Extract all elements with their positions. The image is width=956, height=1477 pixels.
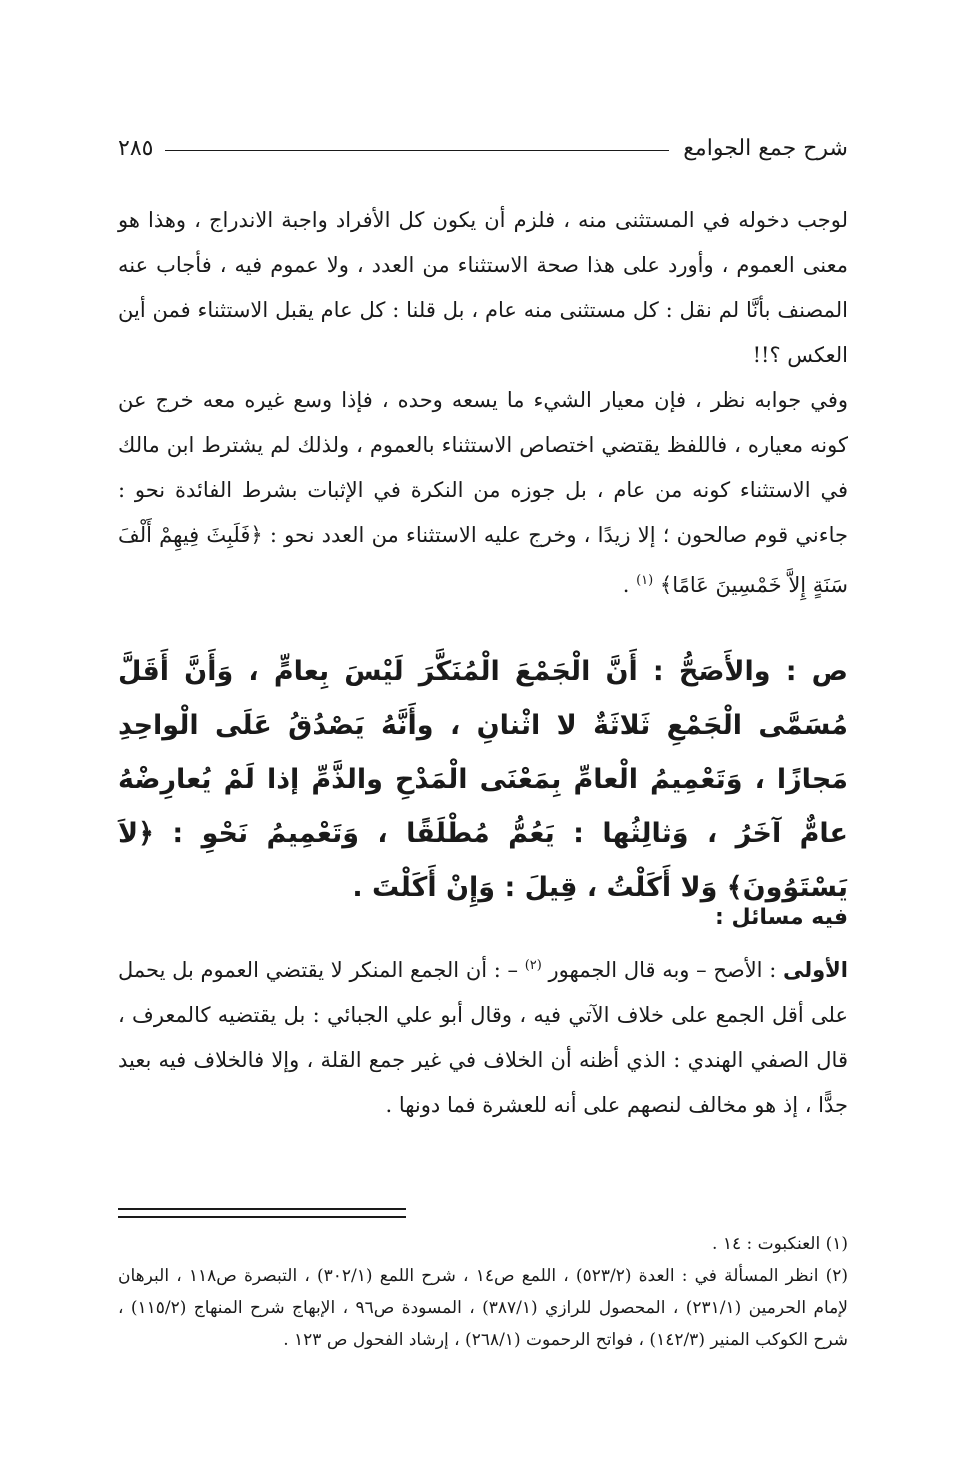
- page-number: ٢٨٥: [118, 135, 154, 161]
- footnote-1: (١) العنكبوت : ١٤ .: [712, 1234, 848, 1254]
- paragraph-3: [118, 943, 848, 1128]
- paragraph-3-lead: الأولى: [782, 958, 848, 982]
- footnote-2: (٢) انظر المسألة في : العدة (٥٢٣/٢) ، اللمع ص١٤ ، شرح اللمع (٣٠٢/١) ، التبصرة ص١١٨ ، البرهان لإمام الحرمين (٢٣١/١) ، المحصول للرازي (٣٨٧/١) ، المسودة ص٩٦ ، الإبهاج شرح المنهاج (١١٥/٢) ، شرح الكوكب المنير (١٤٢/٣) ، فواتح الرحموت (٢٦٨/١) ، إرشاد الفحول ص ١٢٣ .: [118, 1266, 849, 1350]
- header-rule: [165, 150, 669, 151]
- paragraph-3-b: – : أن الجمع المنكر لا يقتضي العموم بل يحمل على أقل الجمع على خلاف الآتي فيه ، وقال أبو علي الجبائي : بل يقتضيه كالمعرف ، قال الصفي الهندي : الذي أظنه أن الخلاف في غير جمع القلة ، وإلا فالخلاف فيه بعيد جدًّا ، إذ هو مخالف لنصهم على أنه للعشرة فما دونها .: [118, 958, 848, 1117]
- paragraph-3-a: : الأصح – وبه قال الجمهور: [541, 958, 783, 982]
- footnote-ref-2[interactable]: (٢): [524, 958, 542, 973]
- paragraph-1: لوجب دخوله في المستثنى منه ، فلزم أن يكون كل الأفراد واجبة الاندراج ، وهذا هو معنى العموم ، وأورد على هذا صحة الاستثناء من العدد ، ولا عموم فيه ، فأجاب عنه المصنف بأنَّا لم نقل : كل مستثنى منه عام ، بل قلنا : كل عام يقبل الاستثناء فمن أين العكس ؟!!: [118, 208, 848, 367]
- book-title: شرح جمع الجوامع: [683, 135, 848, 161]
- footnote-separator: [118, 1208, 406, 1218]
- paragraph-2: [118, 378, 848, 608]
- paragraph-2-text: وفي جوابه نظر ، فإن معيار الشيء ما يسعه وحده ، فإذا وسع غيره معه خرج عن كونه معياره ، فاللفظ يقتضي اختصاص الاستثناء بالعموم ، ولذلك لم يشترط ابن مالك في الاستثناء كونه من عام ، بل جوزه من النكرة في الإثبات بشرط الفائدة نحو : جاءني قوم صالحون ؛ إلا زيدًا ، وخرج عليه الاستثناء من العدد نحو : ﴿فَلَبِثَ فِيهِمْ أَلْفَ سَنَةٍ إِلاَّ خَمْسِينَ عَامًا﴾: [118, 388, 848, 597]
- footnote-ref-1[interactable]: (١): [636, 573, 654, 588]
- paragraph-2-end: .: [622, 573, 637, 597]
- book-page: [118, 128, 848, 1408]
- running-header: [118, 128, 848, 168]
- matn-text: ص : والأَصَحُّ : أَنَّ الْجَمْعَ الْمُنَكَّرَ لَيْسَ بِعامٍّ ، وَأَنَّ أَقَلَّ مُسَمَّى الْجَمْعِ ثَلاثَةٌ لا اثْنانِ ، وأَنَّهُ يَصْدُقُ عَلَى الْواحِدِ مَجازًا ، وَتَعْمِيمُ الْعامِّ بِمَعْنَى الْمَدْحِ والذَّمِّ إذا لَمْ يُعارِضْهُ عامٌّ آخَرُ ، وَثالِثُها : يَعُمُّ مُطْلَقًا ، وَتَعْمِيمُ نَحْوِ : ﴿لاَ يَسْتَوُونَ﴾ وَلا أَكَلْتُ ، قِيلَ : وَإِنْ أَكَلْتَ .: [118, 656, 848, 903]
- footnotes: [118, 1228, 848, 1356]
- issues-heading: فيه مسائل :: [714, 905, 848, 930]
